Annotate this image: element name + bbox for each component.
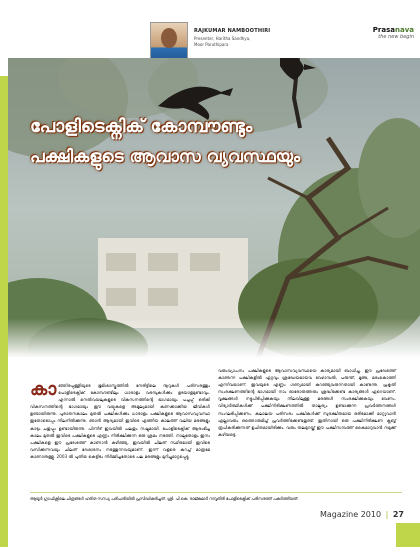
article-title — [30, 116, 301, 167]
bird-scene-illustration — [8, 58, 420, 358]
footer-separator: | — [385, 510, 389, 519]
article-column-left — [30, 379, 210, 460]
magazine-label: Magazine 2010 — [319, 510, 382, 519]
drop-cap: കാ — [30, 379, 57, 400]
photo-credit-footnote: ആയൂർ ഗ്രാഫിക്സിലെ ചിത്രങ്ങൾ ഹരിത സന്ധ്യ പരിപാടിയിൽ പ്രസിദ്ധീകരിച്ചത്. ശ്രീ. പി.കെ. രാജ്കുമാർ നമ്പൂതിരി പോളിടെക്നിക് പരിസരത്ത് പകർത്തിയത്. — [30, 496, 299, 501]
page-number: 27 — [392, 510, 404, 519]
title-line-2: പക്ഷികളുടെ ആവാസ വ്യവസ്ഥയും — [30, 147, 301, 167]
author-role: Presenter, Haritha Sandhya, — [194, 36, 251, 41]
brand-name: Prasanava — [372, 26, 414, 34]
brand-tagline: the new begin — [378, 34, 414, 40]
footnote-divider — [30, 492, 402, 493]
author-name: RAJKUMAR NAMBOOTHIRI — [194, 28, 271, 34]
left-accent-strip — [0, 0, 8, 547]
title-line-1: പോളിടെക്നിക് കോമ്പൗണ്ടും — [30, 116, 253, 137]
magazine-brand — [373, 26, 414, 40]
author-place: Moor Paruthipara — [194, 42, 229, 47]
hero-photo — [8, 58, 420, 358]
left-column-text: ഞ്ഞിരപ്പള്ളിയുടെ ഭൂമിശാസ്ത്രത്തിൽ നേരിട്ടിലെ നൂറുകൾ പരിസരത്തും പോളിടെക്നിക് കോമ്പൗണ്ടിലും ധാരാളം വരമ്പുകൾക്കും ഉടയാളമുണ്ടാവും. എന്നാൽ നെൽവയലുകളുടെ വികസനത്തിന്റെ ഭാഗമായും പച്ചപ്പ് ഒരികി വികസനത്തിന്റെ ഭാഗമായും ഈ വയ്പുകളെ അമൂല്യമായി കണക്കാക്കിയ ജീവികൾ ഉണ്ടായിരുന്നു. പുരാതനകാലം മുതൽ പക്ഷികൾക്കും ധാരാളം പക്ഷികളുടെ ആവാസവ്യവസ്ഥ ഇതോടൊപ്പം നിലനിൽക്കുന്നു. ഞാൻ ആദ്യമായി ഇവിടെ എത്തിയ കാലത്ത് വലിയ മരങ്ങളും കാടും ചതുപ്പും ഉണ്ടായിരുന്നു. പിന്നീട് ഇവയിൽ പലതും നഷ്ടമായി. പോളിടെക്നിക് ആരംഭിച്ച കാലം മുതൽ ഇവിടെ പക്ഷികളുടെ എണ്ണം നിരീക്ഷിക്കുന്ന ഒരു ശ്രമം നടത്തി. നാല്പതോളം ഇനം പക്ഷികളെ ഈ പ്രദേശത്ത് കാണാൻ കഴിഞ്ഞു. ഇവയിൽ ചിലത് സ്ഥിരമായി ഇവിടെ വസിക്കുന്നവയും ചിലത് ദേശാടനം നടത്തുന്നവയുമാണ്. ഇന്ന് വളരെ കുറച്ച് മാത്രമേ കാണാനുള്ളൂ. 2003 ൽ പുതിയ കെട്ടിടം നിർമ്മിച്ചതോടെ പല മരങ്ങളും മുറിച്ചുമാറ്റപ്പെട്ടു. — [30, 383, 210, 459]
article-column-right: വരുംവ്യാപനം പക്ഷികളുടെ ആവാസവ്യവസ്ഥയെ കാര്യമായി ബാധിച്ചു. ഈ പ്രദേശത്ത് കാണുന്ന പക്ഷികളിൽ ഏറ്റവും ശ്രദ്ധേയമായവ വേഴാമ്പൽ, പരുന്ത്, മൂങ്ങ, മരംകൊത്തി എന്നിവയാണ്. ഇവയുടെ എണ്ണം ഗണ്യമായി കുറഞ്ഞുവരുന്നതായി കാണുന്നു. പ്രകൃതി സംരക്ഷണത്തിന്റെ ഭാഗമായി നാം ഓരോരുത്തരും ശ്രദ്ധിക്കേണ്ട കാര്യങ്ങൾ ഏറെയാണ്. വൃക്ഷങ്ങൾ നട്ടുപിടിപ്പിക്കുകയും നിലവിലുള്ള മരങ്ങൾ സംരക്ഷിക്കുകയും വേണം. വിദ്യാർത്ഥികൾക്ക് പക്ഷിനിരീക്ഷണത്തിൽ താല്പര്യം ഉണ്ടാക്കുന്ന പ്രവർത്തനങ്ങൾ സംഘടിപ്പിക്കണം. കലാലയ പരിസരം പക്ഷികൾക്ക് സുരക്ഷിതമായ ഒരിടമാക്കി മാറ്റുവാൻ എല്ലാവരും ഒത്തൊരുമിച്ച് പ്രവർത്തിക്കേണ്ടതുണ്ട്. ഇതിനായി ഒരു പക്ഷിനിരീക്ഷണ ക്ലബ്ബ് രൂപീകരിക്കുന്നത് ഉചിതമായിരിക്കും. വരും തലമുറയ്ക്ക് ഈ പക്ഷിസമ്പത്ത് കൈമാറുവാൻ നമുക്ക് കഴിയട്ടെ. — [218, 368, 396, 437]
page-footer — [320, 510, 404, 519]
corner-accent — [396, 523, 420, 547]
